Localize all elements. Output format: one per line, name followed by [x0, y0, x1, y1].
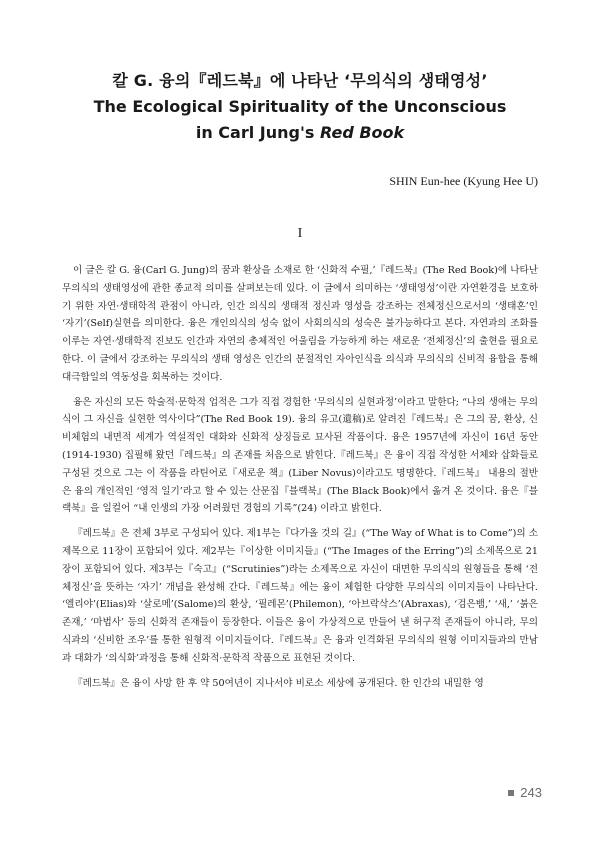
- section-heading: I: [297, 226, 303, 241]
- paragraph-2: 융은 자신의 모든 학술적·문학적 업적은 그가 직접 경험한 ‘무의식의 실현과정’이라고 말한다; “나의 생애는 무의식이 그 자신을 실현한 역사이다”(The Red Book 19). 융의 유고(遺稿)로 알려진『레드북』은 그의 꿈, 환상, 신비체험의 내면적 세계가 역설적인 대화와 신화적 상징들로 묘사된 작품이다. 융은 1957년에 자신이 16년 동안(1914-1930) 집필해 왔던『레드북』의 존재를 처음으로 밝힌다.『레드북』은 융이 직접 작성한 서체와 삽화들로 구성된 것으로 그는 이 작품을 라틴어로『새로운 책』(Liber Novus)이라고도 명명한다.『레드북』 내용의 절반은 융의 개인적인 ‘영적 일기’라고 할 수 있는 산문집『블랙북』(The Black Book)에서 옮겨 온 것이다. 융은『블랙북』을 일컬어 “내 인생의 가장 어려웠던 경험의 기록”(24) 이라고 밝힌다.: [62, 396, 538, 515]
- page-number: 243: [520, 785, 542, 800]
- english-title-line-1: The Ecological Spirituality of the Unconscious: [93, 97, 507, 116]
- paragraph-4: 『레드북』은 융이 사망 한 후 약 50여년이 지나서야 비로소 세상에 공개된다. 한 인간의 내밀한 영: [73, 677, 484, 689]
- book-title-italic: Red Book: [319, 123, 405, 142]
- english-title-prefix: in Carl Jung's: [195, 123, 320, 142]
- paragraph-3: 『레드북』은 전체 3부로 구성되어 있다. 제1부는『다가올 것의 길』(“The Way of What is to Come”)의 소제목으로 11장이 포함되어 있다. 제2부는『이상한 이미지들』(“The Images of the Erring”)의 소제목으로 21장이 포함되어 있다. 제3부는『숙고』(“Scrutinies”)라는 소제목으로 자신이 대면한 무의식의 원형들을 통해 ‘전체정신’을 뜻하는 ‘자기’ 개념을 완성해 간다.『레드북』에는 융이 체험한 다양한 무의식의 이미지들이 나타난다. ‘엘리야’(Elias)와 ‘살로메’(Salome)의 환상, ‘필레몬’(Philemon), ‘아브락삭스’(Abraxas), ‘검은뱀,’ ‘새,’ ‘붉은 존재,’ ‘마법사’ 등의 신화적 존재들이 등장한다. 이들은 융이 가상적으로 만들어 낸 허구적 존재들이 아니라, 무의식과의 ‘신비한 조우’를 통한 원형적 이미지들이다.『레드북』은 융과 인격화된 무의식의 원형 이미지들과의 만남과 대화가 ‘의식화’과정을 통해 신화적·문학적 작품으로 표현된 것이다.: [62, 528, 538, 664]
- author-byline: SHIN Eun-hee (Kyung Hee U): [389, 174, 538, 188]
- article-title: [0, 68, 600, 146]
- square-bullet-icon: [508, 790, 514, 796]
- korean-title: 칼 G. 융의『레드북』에 나타난 ‘무의식의 생태영성’: [112, 71, 488, 90]
- page-footer: [508, 785, 542, 800]
- english-title-line-2: [0, 120, 600, 146]
- paragraph-1: 이 글은 칼 G. 융(Carl G. Jung)의 꿈과 환상을 소재로 한 ‘신화적 수필,’『레드북』(The Red Book)에 나타난 무의식의 생태영성에 관한 종교적 의미를 살펴보는데 있다. 이 글에서 의미하는 ‘생태영성’이란 자연환경을 보호하기 위한 자연·생태학적 관점이 아니라, 인간 의식의 생태적 정신과 영성을 강조하는 전체정신으로서의 ‘생태혼’인 ‘자기’(Self)실현을 의미한다. 융은 개인의식의 성숙 없이 사회의식의 성숙은 불가능하다고 본다. 자연과의 조화를 이루는 자연·생태학적 진보도 인간과 자연의 총체적인 어울림을 가능하게 하는 새로운 ‘전체정신’의 출현을 필요로 한다. 이 글에서 강조하는 무의식의 생태 영성은 인간의 분절적인 자아인식을 의식과 무의식의 신비적 융합을 통해 대극합일의 역동성을 회복하는 것이다.: [62, 265, 538, 383]
- article-body: [62, 262, 538, 699]
